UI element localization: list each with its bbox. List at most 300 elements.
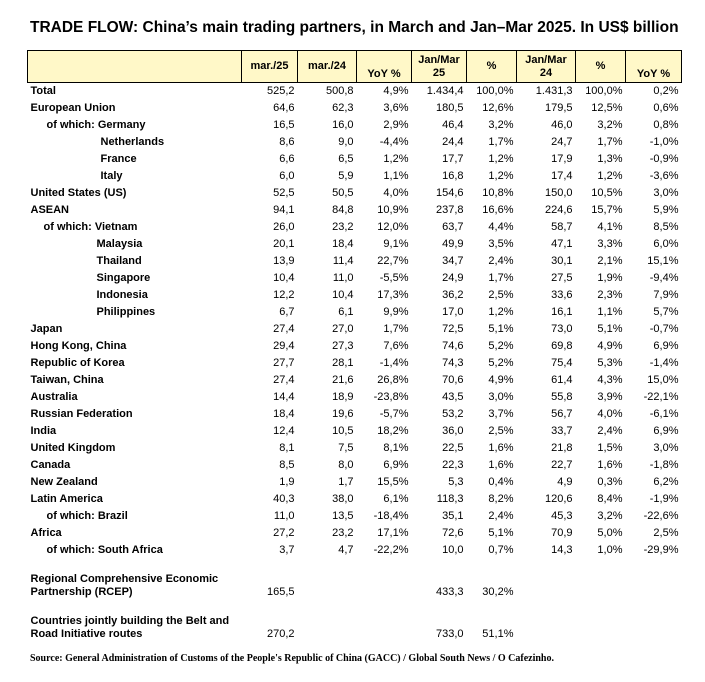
table-row <box>28 236 682 253</box>
page-title: TRADE FLOW: China’s main trading partners, in March and Jan–Mar 2025. In US$ billion <box>30 19 679 36</box>
table-row <box>28 219 682 236</box>
table-cell: 1,0% <box>597 544 623 556</box>
table-cell: 16,0 <box>332 119 354 131</box>
table-row <box>28 559 682 601</box>
table-cell: 28,1 <box>332 357 354 369</box>
table-cell <box>576 559 626 601</box>
table-cell: 38,0 <box>332 493 354 505</box>
table-cell: 180,5 <box>435 102 464 114</box>
table-cell: 2,4% <box>488 255 514 267</box>
table-cell: 21,8 <box>551 442 573 454</box>
table-cell: 63,7 <box>442 221 464 233</box>
table-cell: 14,4 <box>273 391 295 403</box>
header-jan-mar-25: Jan/Mar 25 <box>412 51 467 83</box>
table-cell: 72,5 <box>442 323 464 335</box>
row-label: Latin America <box>30 493 103 505</box>
table-cell: 1.434,4 <box>426 85 464 97</box>
table-cell: 27,4 <box>273 323 295 335</box>
table-cell: 150,0 <box>544 187 573 199</box>
table-row <box>28 355 682 372</box>
table-cell: 3,0% <box>653 187 679 199</box>
table-row <box>28 423 682 440</box>
table-cell: 51,1% <box>482 628 514 640</box>
table-cell: 1,2% <box>488 153 514 165</box>
table-cell: 70,9 <box>551 527 573 539</box>
table-cell: 12,5% <box>591 102 623 114</box>
table-cell: 0,2% <box>653 85 679 97</box>
table-cell: 6,0% <box>653 238 679 250</box>
table-cell: 13,9 <box>273 255 295 267</box>
table-cell: 10,5% <box>591 187 623 199</box>
table-cell: 237,8 <box>435 204 464 216</box>
table-cell: 49,9 <box>442 238 464 250</box>
table-cell: -0,9% <box>649 153 679 165</box>
table-cell: 1,9 <box>279 476 295 488</box>
table-cell: 12,6% <box>482 102 514 114</box>
row-label: Countries jointly building the Belt and Road Initiative routes <box>30 615 230 640</box>
table-row <box>28 491 682 508</box>
table-cell: -1,4% <box>649 357 679 369</box>
table-cell: 27,0 <box>332 323 354 335</box>
table-cell: -5,7% <box>379 408 409 420</box>
table-cell: 50,5 <box>332 187 354 199</box>
table-cell: 3,5% <box>488 238 514 250</box>
row-label: Malaysia <box>96 238 143 250</box>
row-label: Japan <box>30 323 63 335</box>
table-cell: 4,9% <box>383 85 409 97</box>
table-cell: 4,9% <box>597 340 623 352</box>
table-cell: 8,6 <box>279 136 295 148</box>
table-cell: 43,5 <box>442 391 464 403</box>
table-cell: 4,9 <box>557 476 573 488</box>
table-row <box>28 525 682 542</box>
row-label: India <box>30 425 57 437</box>
table-cell: -18,4% <box>373 510 409 522</box>
table-cell: 16,6% <box>482 204 514 216</box>
table-cell: 5,1% <box>488 323 514 335</box>
table-cell: 18,9 <box>332 391 354 403</box>
table-cell: 0,8% <box>653 119 679 131</box>
table-cell: 1,6% <box>597 459 623 471</box>
table-cell: 2,5% <box>653 527 679 539</box>
row-label: of which: Germany <box>46 119 146 131</box>
table-cell: 24,7 <box>551 136 573 148</box>
table-cell: 27,2 <box>273 527 295 539</box>
table-cell: 16,5 <box>273 119 295 131</box>
table-cell: 118,3 <box>436 493 464 505</box>
row-label: Netherlands <box>100 136 165 148</box>
table-cell: 3,6% <box>383 102 409 114</box>
header-yoy-quarter: YoY % <box>626 51 682 83</box>
table-cell: 433,3 <box>435 586 464 598</box>
table-cell: 22,7% <box>377 255 409 267</box>
table-cell: 13,5 <box>332 510 354 522</box>
table-cell: 9,0 <box>338 136 354 148</box>
table-cell: 40,3 <box>273 493 295 505</box>
table-cell: 6,6 <box>279 153 295 165</box>
table-cell: 270,2 <box>266 628 295 640</box>
table-cell: 12,2 <box>273 289 295 301</box>
header-yoy-march: YoY % <box>357 51 412 83</box>
table-cell: 2,3% <box>597 289 623 301</box>
table-row <box>28 372 682 389</box>
table-cell: 1,1% <box>597 306 623 318</box>
table-cell: 69,8 <box>551 340 573 352</box>
table-cell: -1,9% <box>649 493 679 505</box>
table-cell: 11,0 <box>332 272 354 284</box>
table-cell <box>517 559 576 601</box>
header-mar-24: mar./24 <box>298 51 357 83</box>
table-cell: 33,7 <box>551 425 573 437</box>
table-cell: 74,6 <box>442 340 464 352</box>
row-label: Canada <box>30 459 71 471</box>
table-row <box>28 117 682 134</box>
table-cell: -9,4% <box>649 272 679 284</box>
table-cell: 500,8 <box>325 85 354 97</box>
header-jan-mar-24: Jan/Mar 24 <box>517 51 576 83</box>
table-cell: 0,6% <box>653 102 679 114</box>
source-note: Source: General Administration of Customs of the People's Republic of China (GACC) / Global South News / O Cafezinho. <box>30 653 554 664</box>
table-cell: -29,9% <box>643 544 679 556</box>
table-cell: 27,4 <box>273 374 295 386</box>
table-cell: 1,7% <box>597 136 623 148</box>
table-cell: 27,3 <box>332 340 354 352</box>
table-cell: 46,0 <box>551 119 573 131</box>
table-cell: 1,6% <box>488 442 514 454</box>
table-cell: 15,5% <box>377 476 409 488</box>
table-cell: 1.431,3 <box>535 85 573 97</box>
table-cell: 3,3% <box>597 238 623 250</box>
table-cell: -3,6% <box>649 170 679 182</box>
table-cell: 19,6 <box>332 408 354 420</box>
table-cell: -1,4% <box>379 357 409 369</box>
table-cell <box>357 559 412 601</box>
table-cell: 4,0% <box>597 408 623 420</box>
table-cell: 525,2 <box>266 85 295 97</box>
table-body <box>28 83 682 644</box>
table-cell: 1,7 <box>338 476 354 488</box>
table-cell: 1,6% <box>488 459 514 471</box>
table-cell: 11,0 <box>273 510 295 522</box>
table-cell: 3,7% <box>488 408 514 420</box>
table-cell: -22,1% <box>643 391 679 403</box>
table-cell: 5,7% <box>653 306 679 318</box>
table-cell: 22,5 <box>442 442 464 454</box>
table-cell: 1,2% <box>383 153 409 165</box>
table-cell: 15,1% <box>647 255 679 267</box>
table-row <box>28 389 682 406</box>
table-cell: 18,4 <box>273 408 295 420</box>
table-cell: 10,5 <box>332 425 354 437</box>
table-cell: 17,1% <box>377 527 409 539</box>
table-cell: 15,0% <box>647 374 679 386</box>
table-row <box>28 406 682 423</box>
table-cell: 5,9 <box>338 170 354 182</box>
table-cell: 4,0% <box>383 187 409 199</box>
table-cell: 36,0 <box>442 425 464 437</box>
table-cell: 8,4% <box>597 493 623 505</box>
table-cell: 18,2% <box>377 425 409 437</box>
table-cell: 5,1% <box>597 323 623 335</box>
table-cell: -22,2% <box>373 544 409 556</box>
table-cell: 72,6 <box>442 527 464 539</box>
table-row <box>28 508 682 525</box>
table-cell: 47,1 <box>551 238 573 250</box>
table-row <box>28 601 682 643</box>
table-cell: 34,7 <box>442 255 464 267</box>
table-cell: 30,1 <box>551 255 573 267</box>
table-cell: 5,3 <box>448 476 464 488</box>
table-cell: 5,9% <box>653 204 679 216</box>
table-cell: 0,4% <box>488 476 514 488</box>
table-cell: 0,3% <box>597 476 623 488</box>
row-label: of which: Vietnam <box>43 221 138 233</box>
table-cell: 5,3% <box>597 357 623 369</box>
row-label: European Union <box>30 102 116 114</box>
row-label: Taiwan, China <box>30 374 104 386</box>
table-row <box>28 321 682 338</box>
table-row <box>28 304 682 321</box>
table-row <box>28 83 682 101</box>
table-cell: 4,4% <box>488 221 514 233</box>
table-row <box>28 287 682 304</box>
table-cell: 8,5% <box>653 221 679 233</box>
table-cell: 165,5 <box>266 586 295 598</box>
table-cell: 20,1 <box>273 238 295 250</box>
table-cell <box>357 601 412 643</box>
table-cell: 61,4 <box>551 374 573 386</box>
row-label: Regional Comprehensive Economic Partnership (RCEP) <box>30 573 219 598</box>
table-cell <box>626 601 682 643</box>
table-cell: 10,9% <box>377 204 409 216</box>
table-cell: 30,2% <box>482 586 514 598</box>
table-cell: 16,8 <box>442 170 464 182</box>
table-cell: 16,1 <box>551 306 573 318</box>
table-cell <box>626 559 682 601</box>
table-row <box>28 168 682 185</box>
row-label: United States (US) <box>30 187 127 199</box>
table-cell: 2,4% <box>488 510 514 522</box>
row-label: of which: South Africa <box>46 544 163 556</box>
row-label: Africa <box>30 527 62 539</box>
row-label: Hong Kong, China <box>30 340 127 352</box>
row-label: Italy <box>100 170 123 182</box>
table-cell: -1,0% <box>649 136 679 148</box>
table-cell: 12,4 <box>273 425 295 437</box>
table-cell: 1,2% <box>597 170 623 182</box>
table-cell: 26,8% <box>377 374 409 386</box>
table-cell: 14,3 <box>551 544 573 556</box>
table-cell: 5,2% <box>488 357 514 369</box>
row-label: Philippines <box>96 306 156 318</box>
header-partner <box>28 51 242 83</box>
table-cell: 56,7 <box>551 408 573 420</box>
table-cell: -5,5% <box>379 272 409 284</box>
table-cell: 23,2 <box>332 527 354 539</box>
table-cell: 45,3 <box>551 510 573 522</box>
table-cell: 75,4 <box>551 357 573 369</box>
table-cell: 1,2% <box>488 306 514 318</box>
header-share-25: % <box>467 51 517 83</box>
table-cell: 3,2% <box>597 119 623 131</box>
table-cell: 17,0 <box>442 306 464 318</box>
table-cell: 26,0 <box>273 221 295 233</box>
table-cell: 3,2% <box>488 119 514 131</box>
table-row <box>28 151 682 168</box>
table-cell: 70,6 <box>442 374 464 386</box>
table-cell: -0,7% <box>649 323 679 335</box>
table-cell: 46,4 <box>442 119 464 131</box>
table-cell: 2,4% <box>597 425 623 437</box>
table-cell: 7,9% <box>653 289 679 301</box>
row-label: Republic of Korea <box>30 357 125 369</box>
table-cell: 64,6 <box>273 102 295 114</box>
table-cell: 8,2% <box>488 493 514 505</box>
table-cell: 6,7 <box>279 306 295 318</box>
table-cell: 5,0% <box>597 527 623 539</box>
table-cell: 22,7 <box>551 459 573 471</box>
table-cell: 7,5 <box>338 442 354 454</box>
table-cell: -22,6% <box>643 510 679 522</box>
row-label: Indonesia <box>96 289 148 301</box>
table-cell: 100,0% <box>585 85 623 97</box>
table-cell: -6,1% <box>649 408 679 420</box>
table-cell: 2,1% <box>597 255 623 267</box>
table-row <box>28 202 682 219</box>
row-label: ASEAN <box>30 204 70 216</box>
table-cell: 21,6 <box>332 374 354 386</box>
table-cell: 6,0 <box>279 170 295 182</box>
table-cell: 58,7 <box>551 221 573 233</box>
table-cell: 10,8% <box>482 187 514 199</box>
table-cell: 4,3% <box>597 374 623 386</box>
table-cell: 55,8 <box>551 391 573 403</box>
table-cell <box>517 601 576 643</box>
table-cell: 6,9% <box>383 459 409 471</box>
header-row <box>28 51 682 83</box>
table-cell: 94,1 <box>273 204 295 216</box>
table-cell: 15,7% <box>591 204 623 216</box>
table-cell: 1,9% <box>597 272 623 284</box>
table-cell: 2,5% <box>488 289 514 301</box>
table-cell <box>576 601 626 643</box>
table-cell: 29,4 <box>273 340 295 352</box>
table-cell <box>298 559 357 601</box>
row-label: Russian Federation <box>30 408 133 420</box>
table-cell: 8,1% <box>383 442 409 454</box>
table-cell: 100,0% <box>476 85 514 97</box>
table-row <box>28 474 682 491</box>
table-cell: 17,3% <box>377 289 409 301</box>
table-cell: 1,5% <box>597 442 623 454</box>
table-cell: 27,7 <box>273 357 295 369</box>
row-label: Thailand <box>96 255 142 267</box>
table-cell: 84,8 <box>332 204 354 216</box>
table-row <box>28 253 682 270</box>
table-cell: 73,0 <box>551 323 573 335</box>
table-cell: 6,1% <box>383 493 409 505</box>
table-cell: 1,7% <box>383 323 409 335</box>
table-cell: -4,4% <box>379 136 409 148</box>
table-cell: 35,1 <box>442 510 464 522</box>
table-cell: 6,9% <box>653 340 679 352</box>
table-cell: 18,4 <box>332 238 354 250</box>
table-cell: 2,9% <box>383 119 409 131</box>
table-cell: -23,8% <box>373 391 409 403</box>
table-cell: 33,6 <box>551 289 573 301</box>
table-row <box>28 457 682 474</box>
row-label: Singapore <box>96 272 151 284</box>
table-cell: 10,0 <box>442 544 464 556</box>
table-cell: 8,1 <box>279 442 295 454</box>
table-row <box>28 338 682 355</box>
table-cell: 17,7 <box>442 153 464 165</box>
table-cell: 120,6 <box>544 493 573 505</box>
table-cell: 8,0 <box>338 459 354 471</box>
table-row <box>28 542 682 559</box>
row-label: Total <box>30 85 56 97</box>
table-cell: 7,6% <box>383 340 409 352</box>
table-cell: 22,3 <box>442 459 464 471</box>
table-cell: 11,4 <box>332 255 354 267</box>
table-cell: 24,9 <box>442 272 464 284</box>
table-cell: 1,2% <box>488 170 514 182</box>
table-cell: 3,0% <box>488 391 514 403</box>
table-cell: 1,3% <box>597 153 623 165</box>
table-header <box>28 51 682 83</box>
table-row <box>28 440 682 457</box>
table-cell: 3,2% <box>597 510 623 522</box>
table-cell: 6,5 <box>338 153 354 165</box>
table-cell: 8,5 <box>279 459 295 471</box>
table-cell: 17,4 <box>551 170 573 182</box>
row-label: France <box>100 153 137 165</box>
table-cell: 10,4 <box>332 289 354 301</box>
header-mar-25: mar./25 <box>242 51 298 83</box>
table-cell: 52,5 <box>273 187 295 199</box>
table-row <box>28 185 682 202</box>
table-cell: 53,2 <box>442 408 464 420</box>
table-cell: 4,9% <box>488 374 514 386</box>
table-cell: 62,3 <box>332 102 354 114</box>
table-cell: 154,6 <box>435 187 464 199</box>
table-cell: 23,2 <box>332 221 354 233</box>
table-cell: -1,8% <box>649 459 679 471</box>
row-label: New Zealand <box>30 476 98 488</box>
table-cell: 12,0% <box>377 221 409 233</box>
table-cell: 27,5 <box>551 272 573 284</box>
table-cell: 10,4 <box>273 272 295 284</box>
table-cell: 6,1 <box>338 306 354 318</box>
table-cell: 36,2 <box>442 289 464 301</box>
row-label: United Kingdom <box>30 442 116 454</box>
table-cell: 6,9% <box>653 425 679 437</box>
table-cell: 74,3 <box>442 357 464 369</box>
table-cell: 24,4 <box>442 136 464 148</box>
table-cell: 224,6 <box>544 204 573 216</box>
table-cell: 9,1% <box>383 238 409 250</box>
table-cell: 733,0 <box>435 628 464 640</box>
table-row <box>28 134 682 151</box>
table-cell: 3,7 <box>279 544 295 556</box>
table-cell: 179,5 <box>544 102 573 114</box>
header-share-24: % <box>576 51 626 83</box>
table-cell: 0,7% <box>488 544 514 556</box>
row-label: Australia <box>30 391 78 403</box>
table-cell: 6,2% <box>653 476 679 488</box>
table-row <box>28 270 682 287</box>
table-cell: 1,7% <box>488 136 514 148</box>
